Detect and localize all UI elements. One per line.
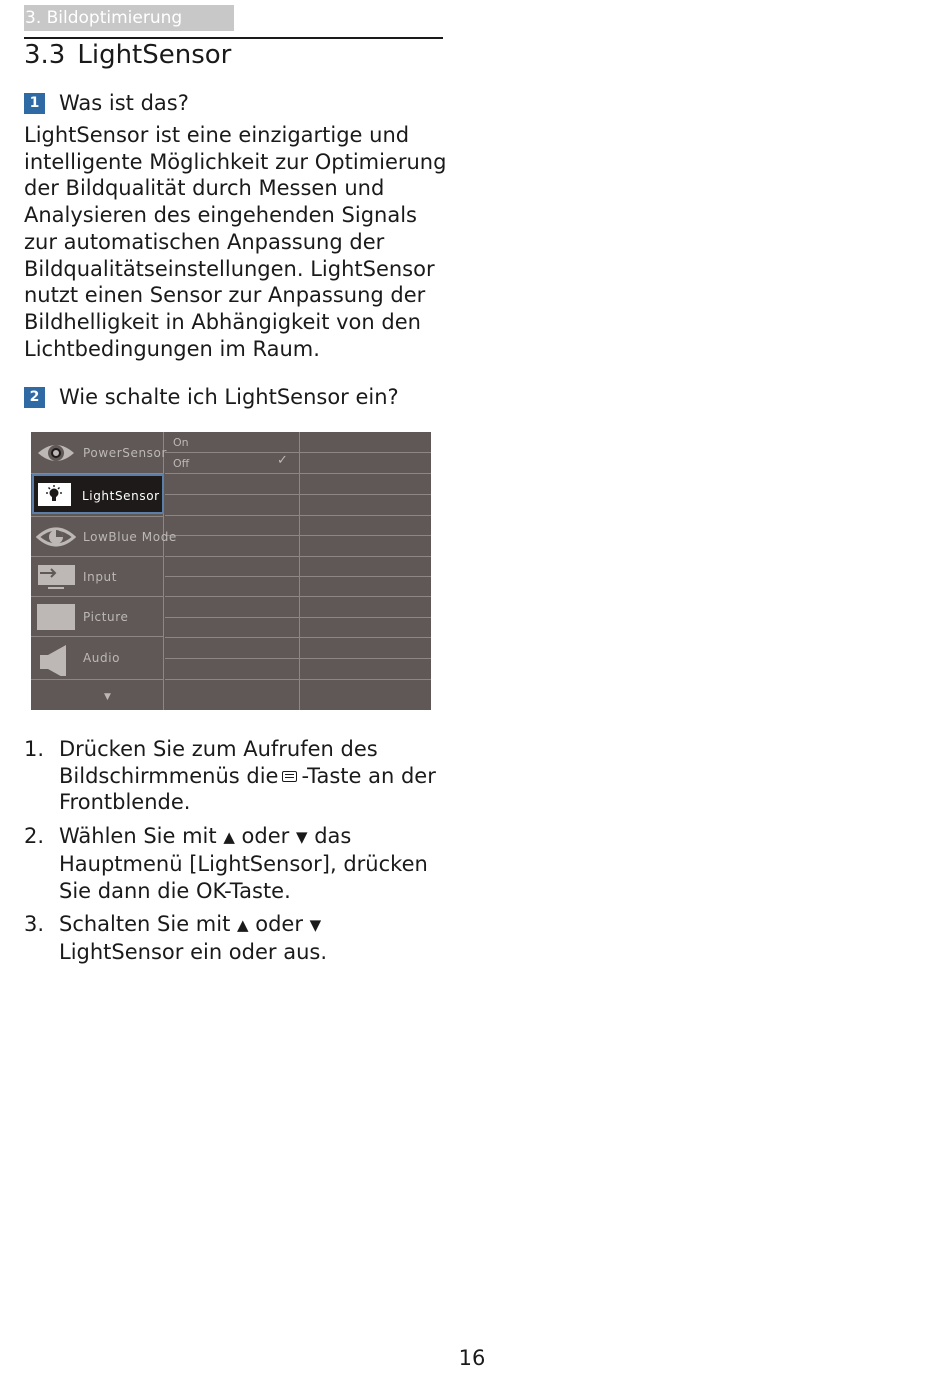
- step-text: oder: [241, 824, 290, 849]
- osd-menu-label: LowBlue Mode: [83, 530, 177, 544]
- osd-menu: [31, 432, 431, 710]
- osd-menu-item-input[interactable]: [31, 557, 164, 597]
- subheading-what: [24, 90, 189, 116]
- chapter-tab: 3. Bildoptimierung: [24, 5, 234, 31]
- up-arrow-icon: ▲: [223, 828, 235, 847]
- description-paragraph: LightSensor ist eine einzigartige und intelligente Möglichkeit zur Optimierung der Bildqualität durch Messen und Analysieren des eingehenden Signals zur automatischen Anpassung der Bildqualitätseinstellungen. LightSensor nutzt einen Sensor zur Anpassung der Bildhelligkeit in Abhängigkeit von den Lichtbedingungen im Raum.: [24, 123, 447, 361]
- step-text: das Hauptmenü [LightSensor], drücken Sie dann die: [59, 824, 428, 903]
- scroll-down-indicator[interactable]: ▼: [104, 692, 111, 702]
- checkmark-icon: ✓: [277, 453, 288, 468]
- step-number: 2.: [24, 824, 45, 849]
- step-item: [24, 823, 464, 904]
- step-text: Drücken Sie zum Aufrufen des Bildschirmmenüs die: [59, 737, 378, 788]
- osd-menu-item-lightsensor[interactable]: [32, 474, 164, 514]
- ok-key-text: OK-Taste.: [196, 878, 291, 903]
- osd-menu-label: Picture: [83, 610, 129, 624]
- osd-menu-item-picture[interactable]: [31, 597, 164, 637]
- section-title-text: LightSensor: [77, 40, 232, 70]
- number-badge: 2: [24, 387, 45, 408]
- up-arrow-icon: ▲: [237, 916, 249, 935]
- speaker-icon: [36, 642, 76, 676]
- page-number: 16: [458, 1346, 486, 1370]
- instruction-steps: [24, 736, 464, 973]
- down-arrow-icon: ▼: [295, 828, 308, 847]
- input-icon: [36, 563, 76, 591]
- number-badge: 1: [24, 93, 45, 114]
- step-item: [24, 736, 464, 816]
- osd-option-off[interactable]: Off: [173, 457, 190, 470]
- subheading-text: Was ist das?: [59, 91, 189, 115]
- subheading-text: Wie schalte ich LightSensor ein?: [59, 385, 399, 409]
- menu-button-icon: [282, 771, 297, 782]
- osd-menu-item-lowblue[interactable]: [31, 517, 177, 557]
- osd-option-on[interactable]: On: [173, 436, 189, 449]
- eye-sensor-icon: [36, 439, 76, 467]
- subheading-how: [24, 384, 399, 410]
- picture-icon: [36, 603, 76, 631]
- osd-menu-label: PowerSensor: [83, 446, 168, 460]
- osd-menu-label: LightSensor: [82, 489, 160, 503]
- osd-menu-label: Audio: [83, 651, 121, 665]
- osd-menu-item-audio[interactable]: [31, 638, 164, 678]
- step-number: 1.: [24, 737, 45, 761]
- step-number: 3.: [24, 912, 45, 937]
- eye-lowblue-icon: [36, 523, 76, 551]
- step-item: [24, 911, 464, 965]
- step-text: -Taste an der Frontblende.: [59, 763, 436, 815]
- step-text: oder: [255, 912, 303, 937]
- section-title: [24, 38, 231, 72]
- light-bulb-icon: [36, 480, 76, 508]
- step-text: Schalten Sie mit: [59, 912, 231, 937]
- osd-menu-label: Input: [83, 570, 118, 584]
- step-text: LightSensor ein oder aus.: [59, 939, 328, 964]
- down-arrow-icon: ▼: [309, 916, 322, 935]
- osd-menu-item-powersensor[interactable]: [31, 433, 168, 473]
- section-number: 3.3: [24, 40, 66, 70]
- step-text: Wählen Sie mit: [59, 824, 217, 849]
